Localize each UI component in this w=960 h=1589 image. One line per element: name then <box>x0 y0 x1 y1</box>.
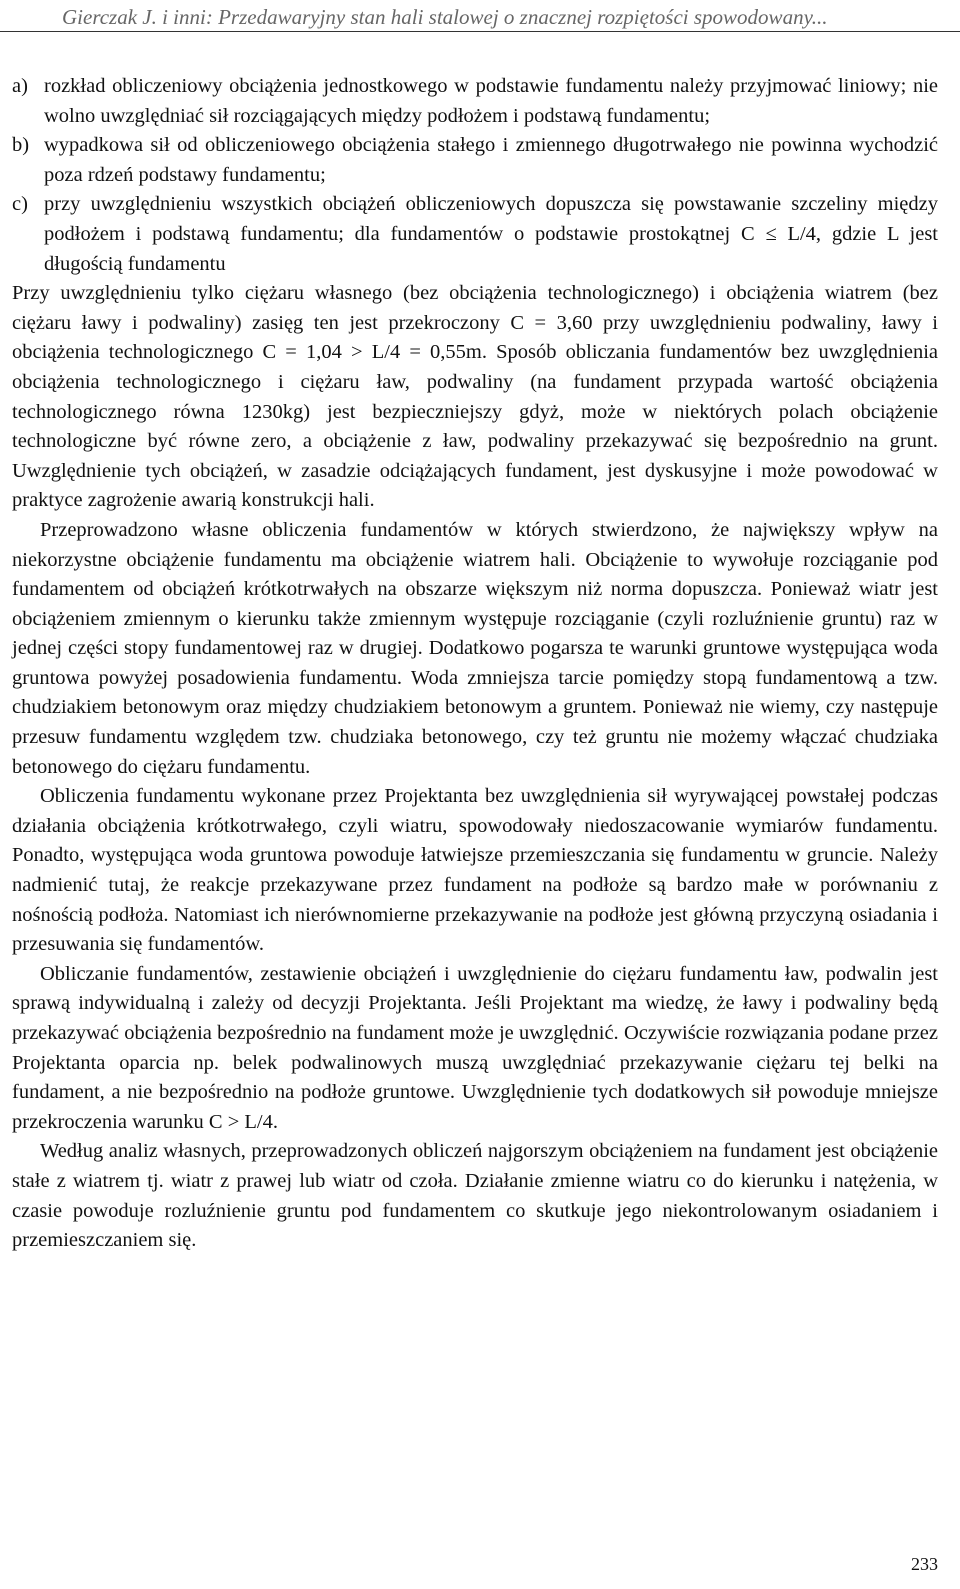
list-marker: a) <box>12 75 28 97</box>
header-divider <box>0 31 960 32</box>
list-item-a <box>12 72 938 131</box>
paragraph-designer-calculations: Obliczenia fundamentu wykonane przez Projektanta bez uwzględnienia sił wyrywającej powstałej podczas działania obciążenia krótkotrwałego, czyli wiatru, spowodowały niedoszacowanie wymiarów fundamentu. Ponadto, występująca woda gruntowa powoduje łatwiejsze przemieszczania się fundamentu w gruncie. Należy nadmienić tutaj, że reakcje przekazywane przez fundament na podłoże są bardzo małe w porównaniu z nośnością podłoża. Natomiast ich nierównomierne przekazywanie na podłoże jest główną przyczyną osiadania i przesuwania się fundamentów. <box>12 785 938 956</box>
list-item-text: wypadkowa sił od obliczeniowego obciążenia stałego i zmiennego długotrwałego nie powinna wychodzić poza rdzeń podstawy fundamentu; <box>44 134 938 186</box>
paragraph-foundation-range: Przy uwzględnieniu tylko ciężaru własnego (bez obciążenia technologicznego) i obciążenia wiatrem (bez ciężaru ławy i podwaliny) zasięg ten jest przekroczony C = 3,60 przy uwzględnieniu podwaliny, ławy i obciążenia technologicznego C = 1,04 > L/4 = 0,55m. Sposób obliczania fundamentów bez uwzględnienia obciążenia technologicznego i ciężaru ław, podwaliny (na fundament przypada wartość obciążenia technologicznego równa 1230kg) jest bezpieczniejszy gdyż, może w niektórych polach obciążenie technologiczne być równe zero, a obciążenie z ław, podwaliny przekazywać się bezpośrednio na grunt. Uwzględnienie tych obciążeń, w zasadzie odciążających fundament, jest dyskusyjne i może powodować w praktyce zagrożenie awarią konstrukcji hali. <box>12 282 938 512</box>
list-marker: c) <box>12 193 28 216</box>
running-header: Gierczak J. i inni: Przedawaryjny stan hali stalowej o znacznej rozpiętości spowodowany... <box>62 5 828 29</box>
page-number: 233 <box>911 1554 938 1574</box>
list-marker: b) <box>12 134 30 157</box>
paragraph-load-summary: Obliczanie fundamentów, zestawienie obciążeń i uwzględnienie do ciężaru fundamentu ław, podwalin jest sprawą indywidualną i zależy od decyzji Projektanta. Jeśli Projektant ma wiedzę, że ławy i podwaliny będą przekazywać obciążenia bezpośrednio na fundament może je uwzględnić. Oczywiście rozwiązania podane przez Projektanta oparcia np. belek podwalinowych muszą uwzględniać przekazywanie ciężaru tej belki na fundament, a nie bezpośrednio na podłoże gruntowe. Uwzględnienie tych dodatkowych sił powoduje mniejsze przekroczenia warunku C > L/4. <box>12 962 938 1133</box>
list-item-text: przy uwzględnieniu wszystkich obciążeń obliczeniowych dopuszcza się powstawanie szczeliny między podłożem i podstawą fundamentu; dla fundamentów o podstawie prostokątnej C ≤ L/4, gdzie L jest długością fundamentu <box>44 193 938 275</box>
paragraph-conclusion: Według analiz własnych, przeprowadzonych obliczeń najgorszym obciążeniem na fundament jest obciążenie stałe z wiatrem tj. wiatr z prawej lub wiatr od czoła. Działanie zmienne wiatru co do kierunku i natężenia, w czasie powoduje rozluźnienie gruntu pod fundamentem co skutkuje jego niekontrolowanym osiadaniem i przemieszczaniem się. <box>12 1140 938 1252</box>
page-body <box>12 72 938 1256</box>
list-item-text: rozkład obliczeniowy obciążenia jednostkowego w podstawie fundamentu należy przyjmować liniowy; nie wolno uwzględniać sił rozciągających między podłożem i podstawą fundamentu; <box>44 75 938 127</box>
list-item-c <box>12 190 938 279</box>
paragraph-wind-load: Przeprowadzono własne obliczenia fundamentów w których stwierdzono, że największy wpływ na niekorzystne obciążenie fundamentu ma obciążenie wiatrem hali. Obciążenie to wywołuje rozciąganie pod fundamentem od obciążeń krótkotrwałych na obszarze większym niż norma dopuszcza. Ponieważ wiatr jest obciążeniem zmiennym o kierunku także zmiennym występuje rozciąganie (czyli rozluźnienie gruntu) raz w jednej części stopy fundamentowej raz w drugiej. Dodatkowo pogarsza te warunki gruntowe występująca woda gruntowa powyżej posadowienia fundamentu. Woda zmniejsza tarcie pomiędzy stopą fundamentową a tzw. chudziakiem betonowym oraz między chudziakiem betonowym a gruntem. Ponieważ nie wiemy, czy następuje przesuw fundamentu względem tzw. chudziaka betonowego, czy też gruntu nie możemy włączać chudziaka betonowego do ciężaru fundamentu. <box>12 518 938 778</box>
list-item-b <box>12 131 938 190</box>
